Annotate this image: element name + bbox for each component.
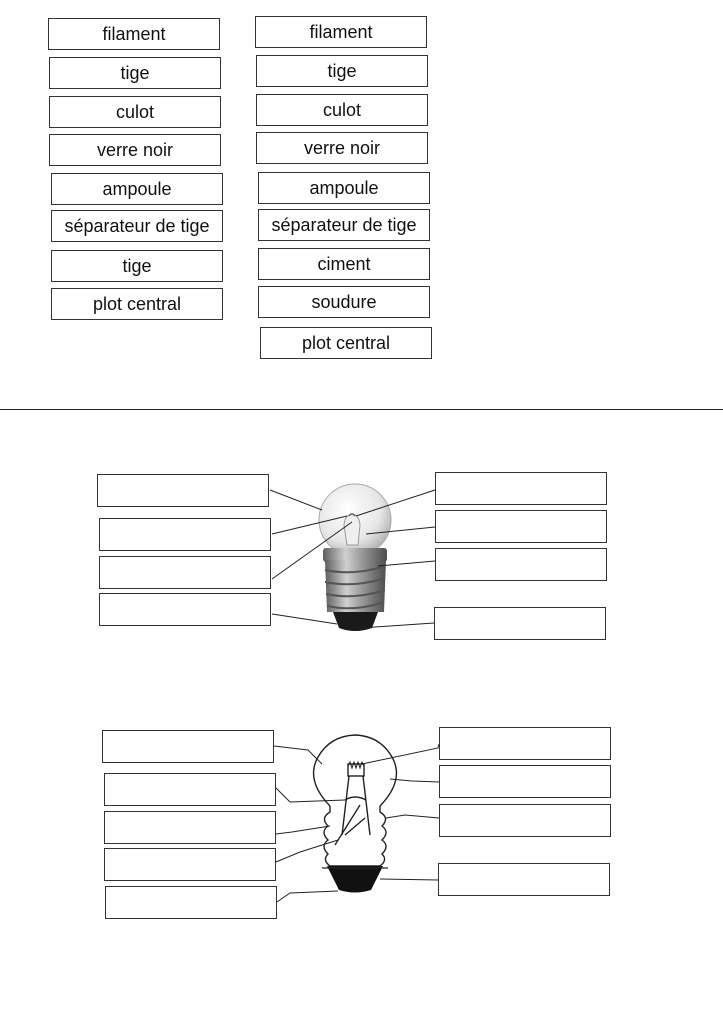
word-label[interactable]: verre noir — [256, 132, 428, 164]
word-label[interactable]: séparateur de tige — [51, 210, 223, 242]
word-label[interactable]: filament — [255, 16, 427, 48]
word-label[interactable]: filament — [48, 18, 220, 50]
word-label[interactable]: verre noir — [49, 134, 221, 166]
answer-box[interactable] — [434, 607, 606, 640]
answer-box[interactable] — [104, 773, 276, 806]
word-label[interactable]: tige — [49, 57, 221, 89]
answer-box[interactable] — [105, 886, 277, 919]
word-label[interactable]: plot central — [260, 327, 432, 359]
drawing-base — [327, 866, 383, 893]
word-label[interactable]: soudure — [258, 286, 430, 318]
word-label[interactable]: plot central — [51, 288, 223, 320]
word-label[interactable]: tige — [51, 250, 223, 282]
word-label[interactable]: tige — [256, 55, 428, 87]
answer-box[interactable] — [439, 804, 611, 837]
word-label[interactable]: culot — [256, 94, 428, 126]
answer-box[interactable] — [435, 472, 607, 505]
answer-box[interactable] — [99, 518, 271, 551]
word-label[interactable]: ampoule — [51, 173, 223, 205]
answer-box[interactable] — [97, 474, 269, 507]
word-label[interactable]: culot — [49, 96, 221, 128]
word-label[interactable]: séparateur de tige — [258, 209, 430, 241]
answer-box[interactable] — [99, 593, 271, 626]
answer-box[interactable] — [439, 765, 611, 798]
answer-box[interactable] — [99, 556, 271, 589]
word-label[interactable]: ampoule — [258, 172, 430, 204]
answer-box[interactable] — [104, 811, 276, 844]
answer-box[interactable] — [435, 510, 607, 543]
answer-box[interactable] — [439, 727, 611, 760]
answer-box[interactable] — [438, 863, 610, 896]
answer-box[interactable] — [435, 548, 607, 581]
answer-box[interactable] — [102, 730, 274, 763]
word-label[interactable]: ciment — [258, 248, 430, 280]
answer-box[interactable] — [104, 848, 276, 881]
bulb-photo — [319, 484, 391, 631]
